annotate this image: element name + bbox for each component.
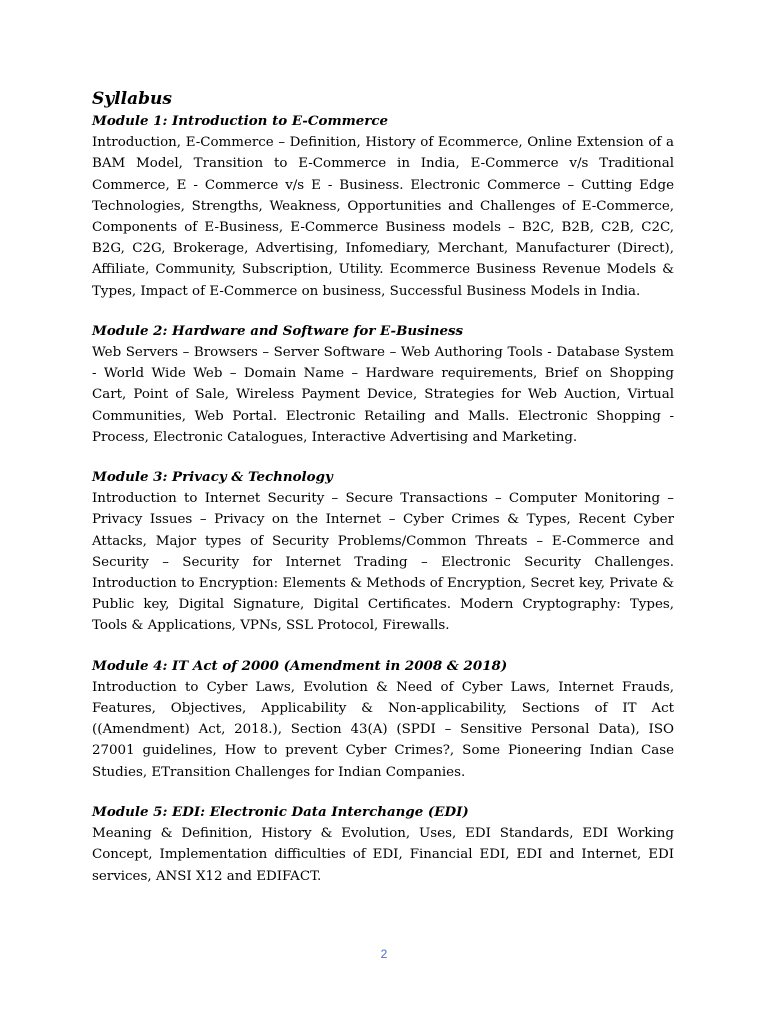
page-number: 2 <box>380 947 388 961</box>
module-heading: Module 4: IT Act of 2000 (Amendment in 2008 & 2018) <box>92 657 508 674</box>
module-body: Introduction, E-Commerce – Definition, History of Ecommerce, Online Extension of a BAM Model, Transition to E-Commerce in India, E-Commerce v/s Traditional Commerce, E - Commerce v/s E - Business. Electronic Commerce – Cutting Edge Technologies, Strengths, Weakness, Opportunities and Challenges of E-Commerce, Components of E-Business, E-Commerce Business models – B2C, B2B, C2B, C2C, B2G, C2G, Brokerage, Advertising, Infomediary, Merchant, Manufacturer (Direct), Affiliate, Community, Subscription, Utility. Ecommerce Business Revenue Models & Types, Impact of E-Commerce on business, Successful Business Models in India. <box>92 135 674 299</box>
module-4 <box>92 656 674 783</box>
module-heading: Module 5: EDI: Electronic Data Interchange (EDI) <box>92 803 469 820</box>
module-heading: Module 2: Hardware and Software for E-Business <box>92 322 464 339</box>
module-2 <box>92 321 674 448</box>
module-body: Meaning & Definition, History & Evolution, Uses, EDI Standards, EDI Working Concept, Implementation difficulties of EDI, Financial EDI, EDI and Internet, EDI services, ANSI X12 and EDIFACT. <box>92 826 674 884</box>
syllabus-content <box>92 88 674 906</box>
module-body: Introduction to Cyber Laws, Evolution & Need of Cyber Laws, Internet Frauds, Features, Objectives, Applicability & Non-applicability, Sections of IT Act ((Amendment) Act, 2018.), Section 43(A) (SPDI – Sensitive Personal Data), ISO 27001 guidelines, How to prevent Cyber Crimes?, Some Pioneering Indian Case Studies, ETransition Challenges for Indian Companies. <box>92 679 674 780</box>
page-title: Syllabus <box>92 89 172 109</box>
module-body: Introduction to Internet Security – Secure Transactions – Computer Monitoring – Privacy Issues – Privacy on the Internet – Cyber Crimes & Types, Recent Cyber Attacks, Major types of Security Problems/Common Threats – E-Commerce and Security – Security for Internet Trading – Electronic Security Challenges. Introduction to Encryption: Elements & Methods of Encryption, Secret key, Private & Public key, Digital Signature, Digital Certificates. Modern Cryptography: Types, Tools & Applications, VPNs, SSL Protocol, Firewalls. <box>92 491 674 634</box>
module-heading: Module 1: Introduction to E-Commerce <box>92 113 389 129</box>
module-body: Web Servers – Browsers – Server Software – Web Authoring Tools - Database System - World Wide Web – Domain Name – Hardware requirements, Brief on Shopping Cart, Point of Sale, Wireless Payment Device, Strategies for Web Auction, Virtual Communities, Web Portal. Electronic Retailing and Malls. Electronic Shopping - Process, Electronic Catalogues, Interactive Advertising and Marketing. <box>92 345 674 445</box>
module-heading: Module 3: Privacy & Technology <box>92 469 333 486</box>
module-3 <box>92 467 674 637</box>
module-5 <box>92 802 674 887</box>
module-1 <box>92 111 674 302</box>
